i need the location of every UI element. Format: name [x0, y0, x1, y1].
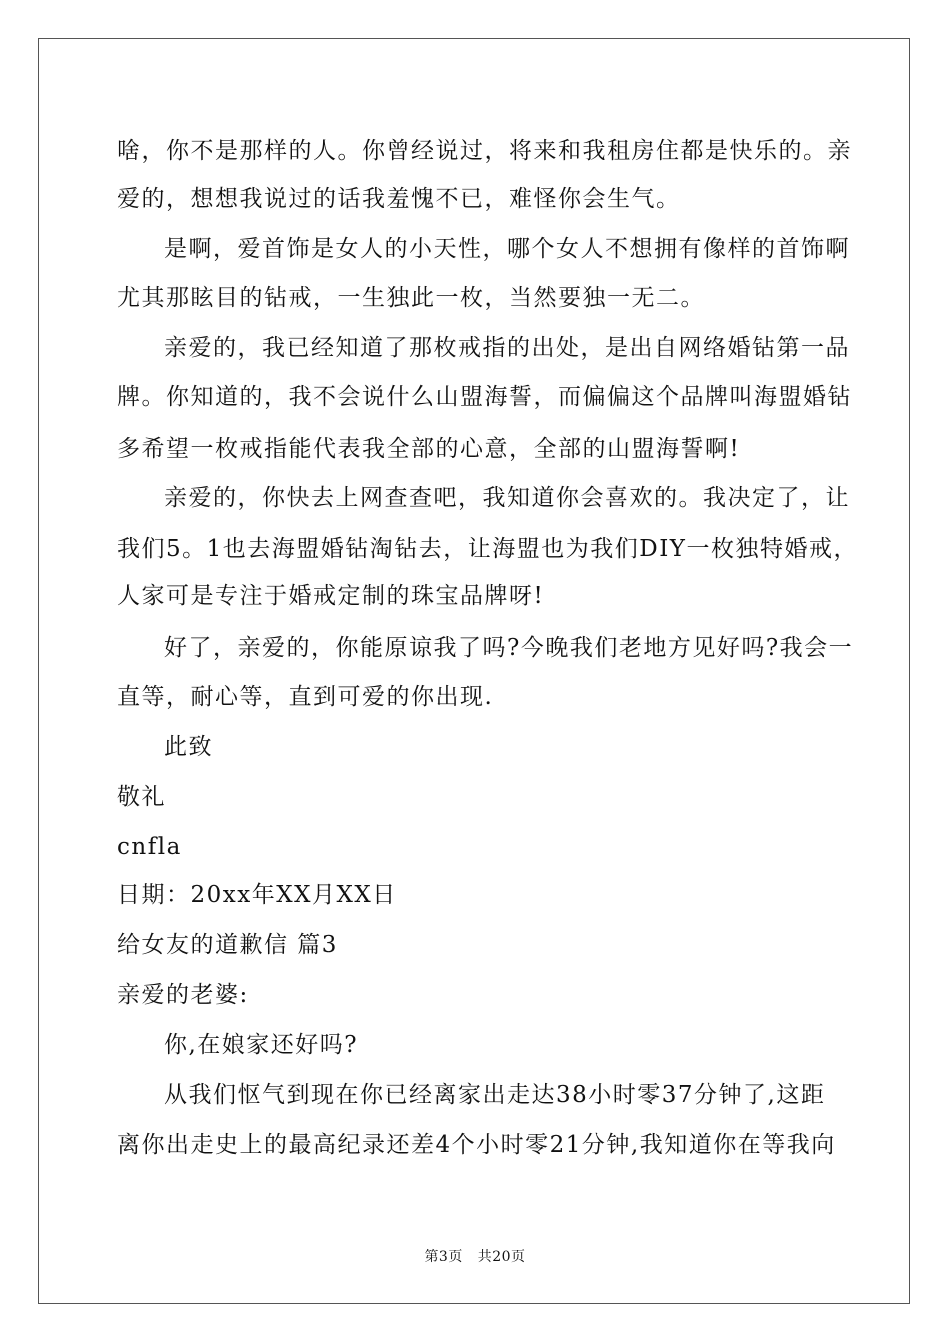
text-line: 多希望一枚戒指能代表我全部的心意，全部的山盟海誓啊!	[117, 436, 741, 462]
text-line: 爱的，想想我说过的话我羞愧不已，难怪你会生气。	[117, 186, 681, 212]
text-line: 亲爱的，你快去上网查查吧，我知道你会喜欢的。我决定了，让	[164, 485, 850, 511]
text-line: 我们5。1也去海盟婚钻淘钻去，让海盟也为我们DIY一枚独特婚戒，	[117, 536, 858, 562]
page-total: 共20页	[477, 1249, 526, 1265]
text-line: 啥，你不是那样的人。你曾经说过，将来和我租房住都是快乐的。亲	[117, 138, 852, 164]
text-line: 尤其那眩目的钻戒，一生独此一枚，当然要独一无二。	[117, 285, 705, 311]
page-number: 第3页	[424, 1249, 463, 1265]
text-line: 亲爱的，我已经知道了那枚戒指的出处，是出自网络婚钻第一品	[164, 335, 850, 361]
section-heading: 给女友的道歉信 篇3	[117, 932, 338, 958]
date-line: 日期：20xx年XX月XX日	[117, 882, 397, 908]
greeting: 亲爱的老婆:	[117, 982, 249, 1008]
closing-regards: 敬礼	[117, 784, 166, 810]
text-line: 直等，耐心等，直到可爱的你出现.	[117, 684, 494, 710]
page-border	[38, 38, 910, 1304]
text-line: 你,在娘家还好吗?	[164, 1032, 359, 1058]
page-footer	[0, 1248, 950, 1266]
text-line: 是啊，爱首饰是女人的小天性，哪个女人不想拥有像样的首饰啊	[164, 236, 850, 262]
text-line: 好了，亲爱的，你能原谅我了吗?今晚我们老地方见好吗?我会一	[164, 635, 854, 661]
text-line: 人家可是专注于婚戒定制的珠宝品牌呀!	[117, 583, 545, 609]
text-line: 牌。你知道的，我不会说什么山盟海誓，而偏偏这个品牌叫海盟婚钻	[117, 384, 852, 410]
closing-salutation: 此致	[164, 734, 213, 760]
signature: cnfla	[117, 834, 182, 860]
text-line: 离你出走史上的最高纪录还差4个小时零21分钟,我知道你在等我向	[117, 1132, 836, 1158]
text-line: 从我们怄气到现在你已经离家出走达38小时零37分钟了,这距	[164, 1082, 826, 1108]
